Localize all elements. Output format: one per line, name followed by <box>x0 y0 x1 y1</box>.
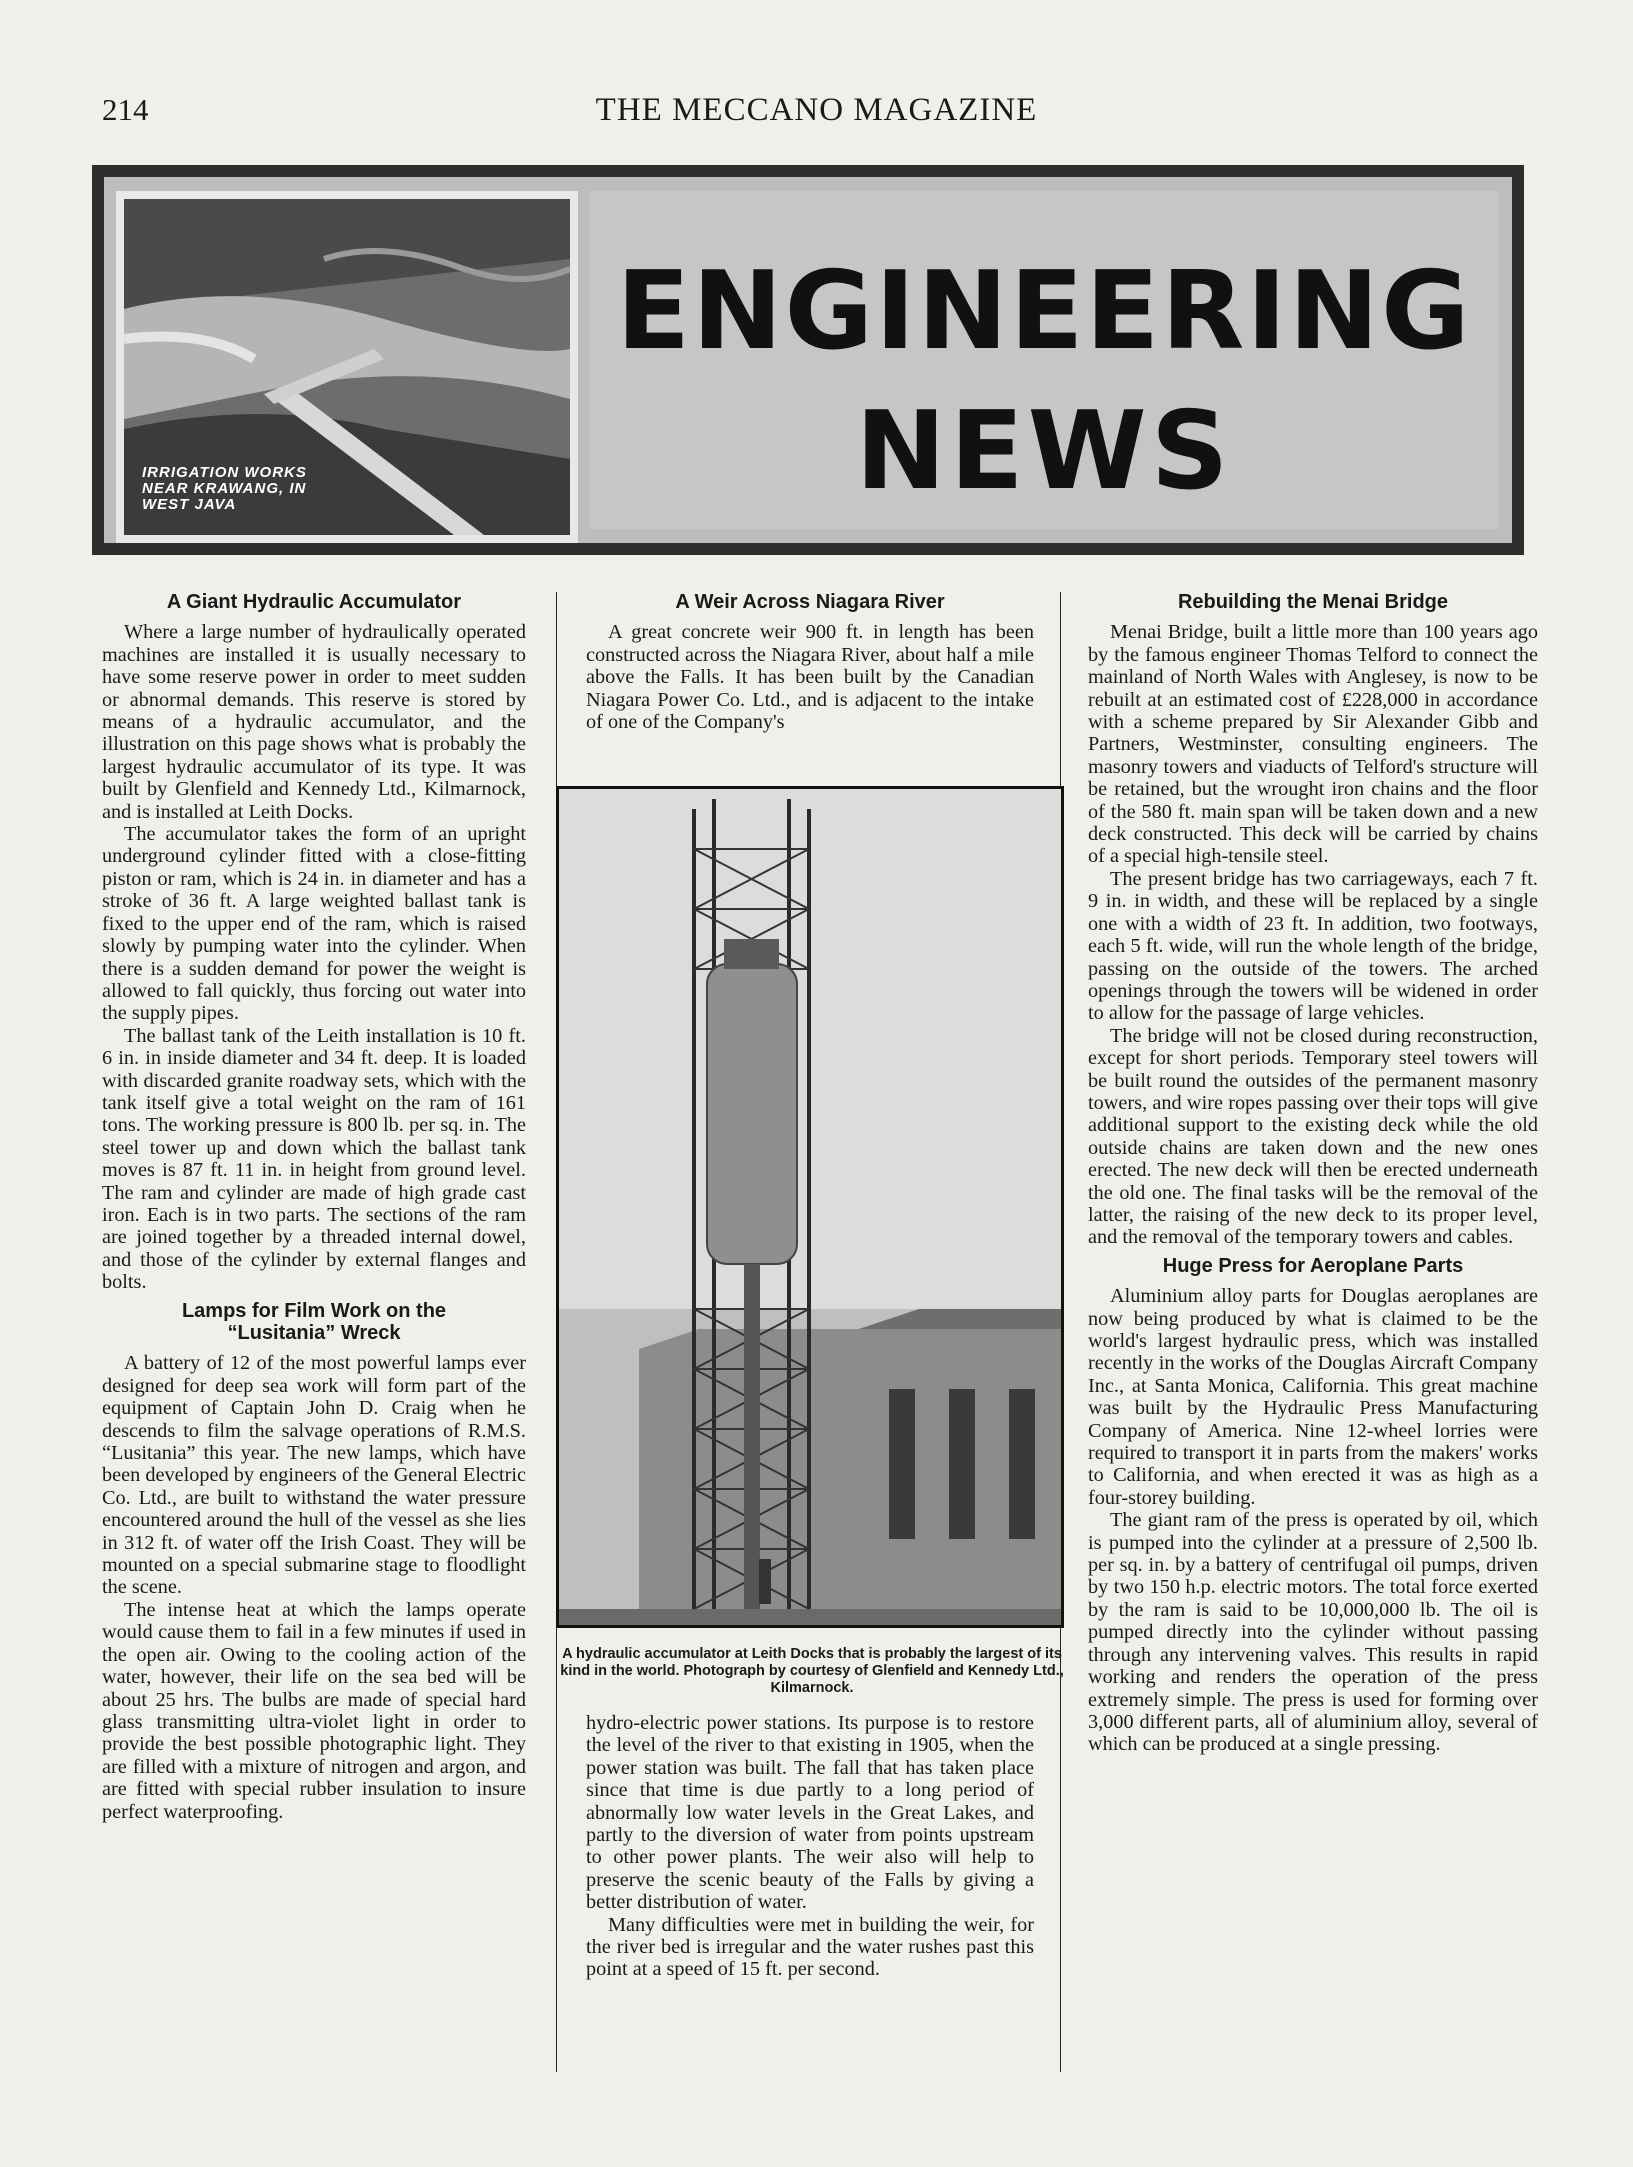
column-middle-top <box>586 585 1034 733</box>
heading-accumulator: A Giant Hydraulic Accumulator <box>166 591 462 613</box>
paragraph: The present bridge has two carriageways, each 7 ft. 9 in. in width, and these will be replaced by a single one with a width of 23 ft. In addition, two footways, each 5 ft. wide, will run the whole length of the bridge, passing on the outside of the towers. The arched openings through the towers will be widened in order to allow for the passage of large vehicles. <box>1088 867 1538 1025</box>
page-number: 214 <box>102 92 149 127</box>
banner <box>92 165 1524 555</box>
aerial-photo <box>124 199 570 535</box>
photo-caption: IRRIGATION WORKS NEAR KRAWANG, IN WEST JAVA <box>142 464 307 513</box>
title-news: NEWS <box>855 389 1233 514</box>
aerial-photo-frame <box>116 191 578 543</box>
paragraph: The giant ram of the press is operated by oil, which is pumped into the cylinder at a pressure of 2,500 lb. per sq. in. by a battery of centrifugal oil pumps, driven by two 150 h.p. electric motors. The total force exerted by the ram is said to be 10,000,000 lb. The oil is pumped directly into the cylinder without passing through any intervening valves. This results in rapid working and renders the operation of the press extremely simple. The press is used for forming over 3,000 different parts, all of aluminium alloy, several of which can be produced at a single pressing. <box>1088 1509 1538 1756</box>
paragraph: A battery of 12 of the most powerful lamps ever designed for deep sea work will form part of the equipment of Captain John D. Craig when he descends to film the salvage operations of R.M.S. “Lusitania” this year. The new lamps, which have been developed by engineers of the General Electric Co. Ltd., are built to withstand the water pressure encountered around the hull of the vessel as she lies in 312 ft. of water off the Irish Coast. They will be mounted on a special submarine stage to floodlight the scene. <box>102 1352 527 1599</box>
heading-lamps-line1: Lamps for Film Work on the <box>181 1299 447 1322</box>
paragraph: A great concrete weir 900 ft. in length has been constructed across the Niagara River, about half a mile above the Falls. It has been built by the Canadian Niagara Power Co. Ltd., and is adjacent to the intake of one of the Company's <box>586 621 1034 734</box>
banner-inner <box>104 177 1512 543</box>
heading-lamps-line2: “Lusitania” Wreck <box>227 1322 401 1344</box>
column-middle-bottom <box>586 1712 1034 1981</box>
heading-lamps <box>102 1300 526 1345</box>
paragraph: Where a large number of hydraulically operated machines are installed it is usually necessary to have some reserve power in order to meet sudden or abnormal demands. This reserve is stored by means of a hydraulic accumulator, and the illustration on this page shows what is probably the largest hydraulic accumulator of its type. It was built by Glenfield and Kennedy Ltd., Kilmarnock, and is installed at Leith Docks. <box>102 621 526 823</box>
magazine-title: THE MECCANO MAGAZINE <box>595 92 1038 128</box>
title-engineering: ENGINEERING <box>616 249 1472 374</box>
paragraph: hydro-electric power stations. Its purpose is to restore the level of the river to that existing in 1905, when the power station was built. The fall that has taken place since that time is due partly to a long period of abnormally low water levels in the Great Lakes, and partly to the diversion of water from points upstream to other power plants. The weir also will help to preserve the scenic beauty of the Falls by giving a better distribution of water. <box>586 1712 1034 1914</box>
figure-caption: A hydraulic accumulator at Leith Docks that is probably the largest of its kind in the world. Photograph by courtesy of Glenfield and Kennedy Ltd., Kilmarnock. <box>560 1646 1064 1696</box>
heading-press: Huge Press for Aeroplane Parts <box>1162 1254 1464 1277</box>
column-left <box>102 585 526 1823</box>
paragraph: The ballast tank of the Leith installation is 10 ft. 6 in. in inside diameter and 34 ft. deep. It is loaded with discarded granite roadway sets, which with the tank itself give a total weight on the ram of 161 tons. The working pressure is 800 lb. per sq. in. The steel tower up and down which the ballast tank moves is 87 ft. 11 in. in height from ground level. The ram and cylinder are made of high grade cast iron. Each is in two parts. The sections of the ram are joined together by a threaded internal dowel, and those of the cylinder by external flanges and bolts. <box>102 1024 526 1294</box>
paragraph: Many difficulties were met in building the weir, for the river bed is irregular and the water rushes past this point at a speed of 15 ft. per second. <box>586 1913 1034 1981</box>
column-right <box>1088 585 1538 1756</box>
paragraph: The intense heat at which the lamps operate would cause them to fail in a few minutes if used in the open air. Owing to the cooling action of the water, however, their life on the sea bed will be about 25 hrs. The bulbs are made of special hard glass transmitting ultra-violet light in order to provide the best possible photographic light. They are filled with a mixture of nitrogen and argon, and are fitted with special rubber insulation to insure perfect waterproofing. <box>102 1598 526 1823</box>
heading-weir: A Weir Across Niagara River <box>675 591 945 613</box>
accumulator-photo <box>556 786 1064 1628</box>
accumulator-illustration <box>559 789 1061 1625</box>
heading-menai: Rebuilding the Menai Bridge <box>1177 591 1448 613</box>
paragraph: The accumulator takes the form of an upright underground cylinder fitted with a close-fitting piston or ram, which is 24 in. in diameter and has a stroke of 36 ft. A large weighted ballast tank is fixed to the upper end of the ram, which is raised slowly by pumping water into the cylinder. When there is a sudden demand for power the weight is allowed to fall quickly, thus forcing out water into the supply pipes. <box>102 823 526 1025</box>
title-panel <box>590 191 1498 529</box>
paragraph: Aluminium alloy parts for Douglas aeroplanes are now being produced by what is claimed to be the world's largest hydraulic press, which was installed recently in the works of the Douglas Aircraft Company Inc., at Santa Monica, California. This great machine was built by the Hydraulic Press Manufacturing Company of America. Nine 12-wheel lorries were required to transport it in parts from the makers' works to California, and when erected it was as high as a four-storey building. <box>1088 1285 1538 1509</box>
paragraph: The bridge will not be closed during reconstruction, except for short periods. Temporary steel towers will be built round the outsides of the permanent masonry towers, and wire ropes passing over their tops will give additional support to the existing deck while the old outside chains are taken down and the new ones erected. The new deck will then be erected underneath the old one. The final tasks will be the removal of the latter, the raising of the new deck to its proper level, and the removal of the temporary towers and cables. <box>1088 1024 1538 1249</box>
paragraph: Menai Bridge, built a little more than 100 years ago by the famous engineer Thomas Telford to connect the mainland of North Wales with Anglesey, is now to be rebuilt at an estimated cost of £228,000 in accordance with a scheme prepared by Sir Alexander Gibb and Partners, Westminster, consulting engineers. The masonry towers and viaducts of Telford's structure will be retained, but the wrought iron chains and the floor of the 580 ft. main span will be taken down and a new deck constructed. This deck will be carried by chains of a special high-tensile steel. <box>1088 621 1538 868</box>
